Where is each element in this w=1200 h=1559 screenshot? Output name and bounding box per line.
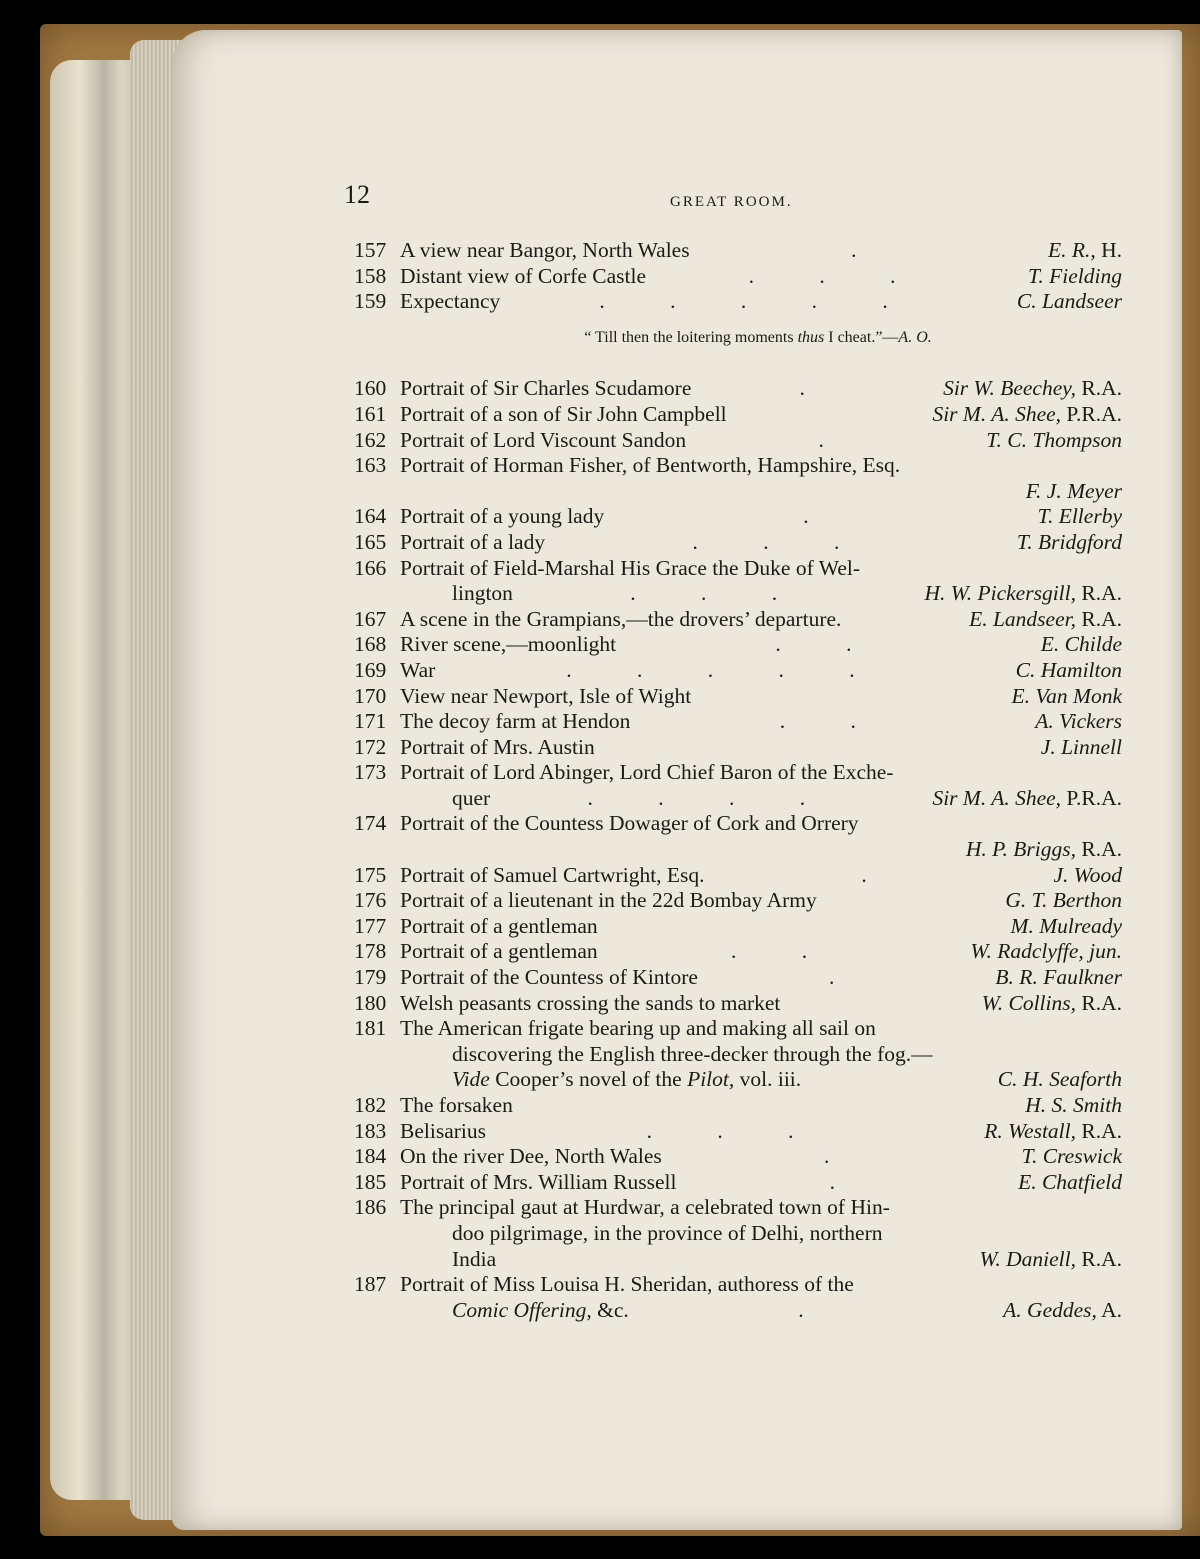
leader-dots: . (799, 376, 835, 401)
catalogue-entry (354, 1195, 1122, 1272)
entry-artist-suffix: R.A. (1076, 990, 1122, 1015)
entry-title: Portrait of Horman Fisher, of Bentworth, Hampshire, Esq. (400, 453, 901, 478)
entry-number: 160 (354, 376, 387, 401)
entry-artist: A. Vickers (1035, 709, 1122, 734)
entry-number: 161 (354, 401, 387, 426)
entry-title-continued: &c. (591, 1297, 629, 1322)
catalogue-entry (354, 888, 1122, 914)
entry-number: 158 (354, 263, 387, 288)
catalogue-entry (354, 1170, 1122, 1196)
leader-dots: . . . . (587, 785, 836, 810)
catalogue-entry (354, 428, 1122, 454)
leader-dots: . (818, 427, 854, 452)
entry-title-continued: India (452, 1246, 497, 1271)
entry-group (354, 863, 1122, 1017)
entry-title: The American frigate bearing up and making all sail on (400, 1016, 876, 1041)
running-head: GREAT ROOM. (670, 194, 793, 210)
catalogue-entry (354, 453, 1122, 504)
entry-artist: T. Bridgford (1016, 529, 1122, 554)
entry-artist: Sir W. Beechey, (943, 376, 1076, 401)
entry-number: 181 (354, 1016, 387, 1041)
entry-artist: T. Fielding (1028, 263, 1122, 288)
catalogue-entry (354, 1093, 1122, 1119)
entry-title: Portrait of Samuel Cartwright, Esq. (400, 862, 705, 887)
entry-artist-suffix: R.A. (1076, 837, 1122, 862)
entry-title: Portrait of Lord Viscount Sandon (400, 427, 687, 452)
entry-number: 183 (354, 1118, 387, 1143)
entry-title: Portrait of Lord Abinger, Lord Chief Baron of the Exche- (400, 760, 894, 785)
entry-artist: Sir M. A. Shee, (932, 785, 1062, 810)
entry-title-continued: doo pilgrimage, in the province of Delhi, northern (452, 1220, 883, 1245)
entry-number: 178 (354, 939, 387, 964)
entry-group (354, 1093, 1122, 1195)
catalogue-entry (354, 607, 1122, 633)
entry-title: Portrait of Field-Marshal His Grace the Duke of Wel- (400, 555, 860, 580)
entry-number: 162 (354, 427, 387, 452)
entry-title: Portrait of the Countess Dowager of Cork and Orrery (400, 811, 859, 836)
entry-artist-suffix: R.A. (1076, 1246, 1122, 1271)
entry-number: 169 (354, 657, 387, 682)
entry-number: 165 (354, 529, 387, 554)
entry-artist: T. Creswick (1021, 1144, 1122, 1169)
catalogue-entry (354, 376, 1122, 402)
page-number: 12 (344, 180, 370, 209)
quote-italic: thus (797, 328, 825, 346)
entry-artist: H. P. Briggs, (965, 837, 1076, 862)
entry-artist-suffix: H. (1095, 238, 1122, 262)
leader-dots: . . . . . (566, 657, 885, 682)
entry-title: Portrait of the Countess of Kintore (400, 965, 698, 990)
leader-dots: . (824, 1144, 860, 1169)
catalogue-entry (354, 402, 1122, 428)
leader-dots: . (829, 965, 865, 990)
catalogue-entry (354, 1144, 1122, 1170)
entry-artist-suffix: R.A. (1076, 376, 1122, 401)
leader-dots: . (798, 1297, 834, 1322)
entry-number: 170 (354, 683, 387, 708)
catalogue-entry (354, 863, 1122, 889)
catalogue-entry (354, 289, 1122, 315)
entry-title-italic: Pilot, (687, 1067, 735, 1092)
entry-title: Welsh peasants crossing the sands to market (400, 990, 781, 1015)
entry-title: Portrait of a gentleman (400, 939, 598, 964)
catalogue-entry (354, 811, 1122, 862)
entry-group (354, 376, 1122, 453)
entry-title: Portrait of Miss Louisa H. Sheridan, authoress of the (400, 1272, 854, 1297)
entry-title-continued: Cooper’s novel of the (489, 1067, 688, 1092)
catalogue-entry (354, 238, 1122, 264)
entry-artist: M. Mulready (1010, 913, 1122, 938)
entry-number: 164 (354, 504, 387, 529)
entry-title: Portrait of Mrs. Austin (400, 734, 595, 759)
entry-artist: C. Hamilton (1015, 657, 1122, 682)
entry-number: 168 (354, 632, 387, 657)
entry-artist: R. Westall, (984, 1118, 1076, 1143)
catalogue-entry (354, 709, 1122, 735)
catalogue-entry (354, 504, 1122, 530)
entry-artist: E. Childe (1040, 632, 1122, 657)
catalogue-text (344, 180, 1122, 1323)
entry-title: Portrait of a lieutenant in the 22d Bombay Army (400, 888, 817, 913)
entry-artist: G. T. Berthon (1005, 888, 1122, 913)
quotation (354, 325, 1122, 351)
entry-number: 185 (354, 1169, 387, 1194)
catalogue-entry (354, 965, 1122, 991)
entry-title: Portrait of a young lady (400, 504, 605, 529)
entry-artist: J. Linnell (1040, 734, 1122, 759)
entry-number: 186 (354, 1195, 387, 1220)
entry-group (354, 632, 1122, 760)
leader-dots: . . . . . (599, 289, 918, 314)
catalogue-entry (354, 760, 1122, 811)
catalogue-entry (354, 530, 1122, 556)
entry-title: A scene in the Grampians,—the drovers’ departure. (400, 606, 842, 631)
entry-artist-suffix: P.R.A. (1061, 401, 1122, 426)
entry-artist: E. Van Monk (1011, 683, 1122, 708)
entry-artist-suffix: R.A. (1076, 581, 1122, 606)
entry-artist: A. Geddes, (1003, 1297, 1097, 1322)
catalogue-entry (354, 1119, 1122, 1145)
entry-title: War (400, 657, 436, 682)
entry-title-continued: vol. iii. (734, 1067, 802, 1092)
entry-artist: C. Landseer (1016, 289, 1122, 314)
entry-number: 166 (354, 555, 387, 580)
entry-group (354, 238, 1122, 315)
catalogue-entry (354, 684, 1122, 710)
entry-artist-suffix: P.R.A. (1061, 785, 1122, 810)
entry-artist: H. S. Smith (1025, 1093, 1122, 1117)
quote-text-end: I cheat.”— (824, 328, 899, 346)
entry-artist-suffix: R.A. (1076, 1118, 1122, 1143)
entry-title: Portrait of Sir Charles Scudamore (400, 376, 692, 401)
entry-title: The principal gaut at Hurdwar, a celebrated town of Hin- (400, 1195, 890, 1220)
catalogue-entry (354, 914, 1122, 940)
quote-author: A. O. (898, 328, 932, 346)
entry-artist: B. R. Faulkner (995, 965, 1122, 990)
entry-title: Expectancy (400, 289, 501, 314)
entry-title-continued: discovering the English three-decker through the fog.— (452, 1041, 933, 1066)
entry-title-italic: Comic Offering, (452, 1297, 592, 1322)
leader-dots: . (861, 862, 897, 887)
entry-title: Belisarius (400, 1118, 486, 1143)
entry-artist: E. Chatfield (1018, 1169, 1122, 1194)
entry-artist: W. Collins, (981, 990, 1076, 1015)
leader-dots: . (851, 238, 887, 262)
entry-artist-suffix: R.A. (1076, 606, 1122, 631)
catalogue-entry (354, 1272, 1122, 1323)
entry-artist: Sir M. A. Shee, (932, 401, 1062, 426)
entry-number: 163 (354, 453, 387, 478)
quote-text: “ Till then the loitering moments (584, 328, 798, 346)
entry-artist: F. J. Meyer (1025, 478, 1122, 503)
entry-number: 177 (354, 913, 387, 938)
leader-dots: . . (731, 939, 838, 964)
entry-group (354, 504, 1122, 555)
catalogue-entry (354, 632, 1122, 658)
entry-artist: E. Landseer, (969, 606, 1076, 631)
entry-title: View near Newport, Isle of Wight (400, 683, 692, 708)
entry-artist-suffix: A. (1096, 1297, 1122, 1322)
leader-dots: . . (775, 632, 882, 657)
entry-artist: C. H. Seaforth (997, 1067, 1122, 1092)
entry-title-italic: Vide (452, 1067, 490, 1092)
entry-artist: H. W. Pickersgill, (924, 581, 1076, 606)
entry-number: 172 (354, 734, 387, 759)
catalogue-entry (354, 735, 1122, 761)
entry-title: Portrait of a gentleman (400, 913, 598, 938)
catalogue-entry (354, 939, 1122, 965)
entry-number: 184 (354, 1144, 387, 1169)
entry-artist: W. Radclyffe, jun. (970, 939, 1122, 964)
page-header (344, 180, 1122, 216)
entry-title: The forsaken (400, 1093, 513, 1117)
entry-number: 167 (354, 606, 387, 631)
catalogue-entry (354, 1016, 1122, 1093)
entry-number: 182 (354, 1093, 387, 1117)
entry-title-continued: lington (452, 581, 513, 606)
entry-number: 157 (354, 238, 387, 262)
entry-artist: T. Ellerby (1037, 504, 1122, 529)
entry-artist: E. R., (1047, 238, 1096, 262)
leader-dots: . (829, 1169, 865, 1194)
entry-number: 173 (354, 760, 387, 785)
entry-artist: W. Daniell, (979, 1246, 1076, 1271)
entry-title: Distant view of Corfe Castle (400, 263, 647, 288)
catalogue-entry (354, 556, 1122, 607)
entry-number: 159 (354, 289, 387, 314)
entry-number: 171 (354, 709, 387, 734)
leader-dots: . . . (748, 263, 926, 288)
entry-number: 174 (354, 811, 387, 836)
entry-number: 176 (354, 888, 387, 913)
entry-title: A view near Bangor, North Wales (400, 238, 690, 262)
catalogue-entry (354, 264, 1122, 290)
entry-title-continued: quer (452, 785, 491, 810)
entry-title: The decoy farm at Hendon (400, 709, 631, 734)
entry-number: 175 (354, 862, 387, 887)
entry-title: River scene,—moonlight (400, 632, 617, 657)
leader-dots: . . . (630, 581, 808, 606)
leader-dots: . . . (646, 1118, 824, 1143)
leader-dots: . . (779, 709, 886, 734)
entry-number: 179 (354, 965, 387, 990)
entry-artist: J. Wood (1053, 862, 1122, 887)
entry-title: Portrait of a lady (400, 529, 546, 554)
leader-dots: . . . (692, 529, 870, 554)
leader-dots: . (803, 504, 839, 529)
entry-number: 180 (354, 990, 387, 1015)
entry-number: 187 (354, 1272, 387, 1297)
catalogue-entry (354, 658, 1122, 684)
entry-title: Portrait of Mrs. William Russell (400, 1169, 677, 1194)
entry-artist: T. C. Thompson (986, 427, 1122, 452)
entry-title: Portrait of a son of Sir John Campbell (400, 401, 727, 426)
entry-title: On the river Dee, North Wales (400, 1144, 662, 1169)
catalogue-entry (354, 991, 1122, 1017)
